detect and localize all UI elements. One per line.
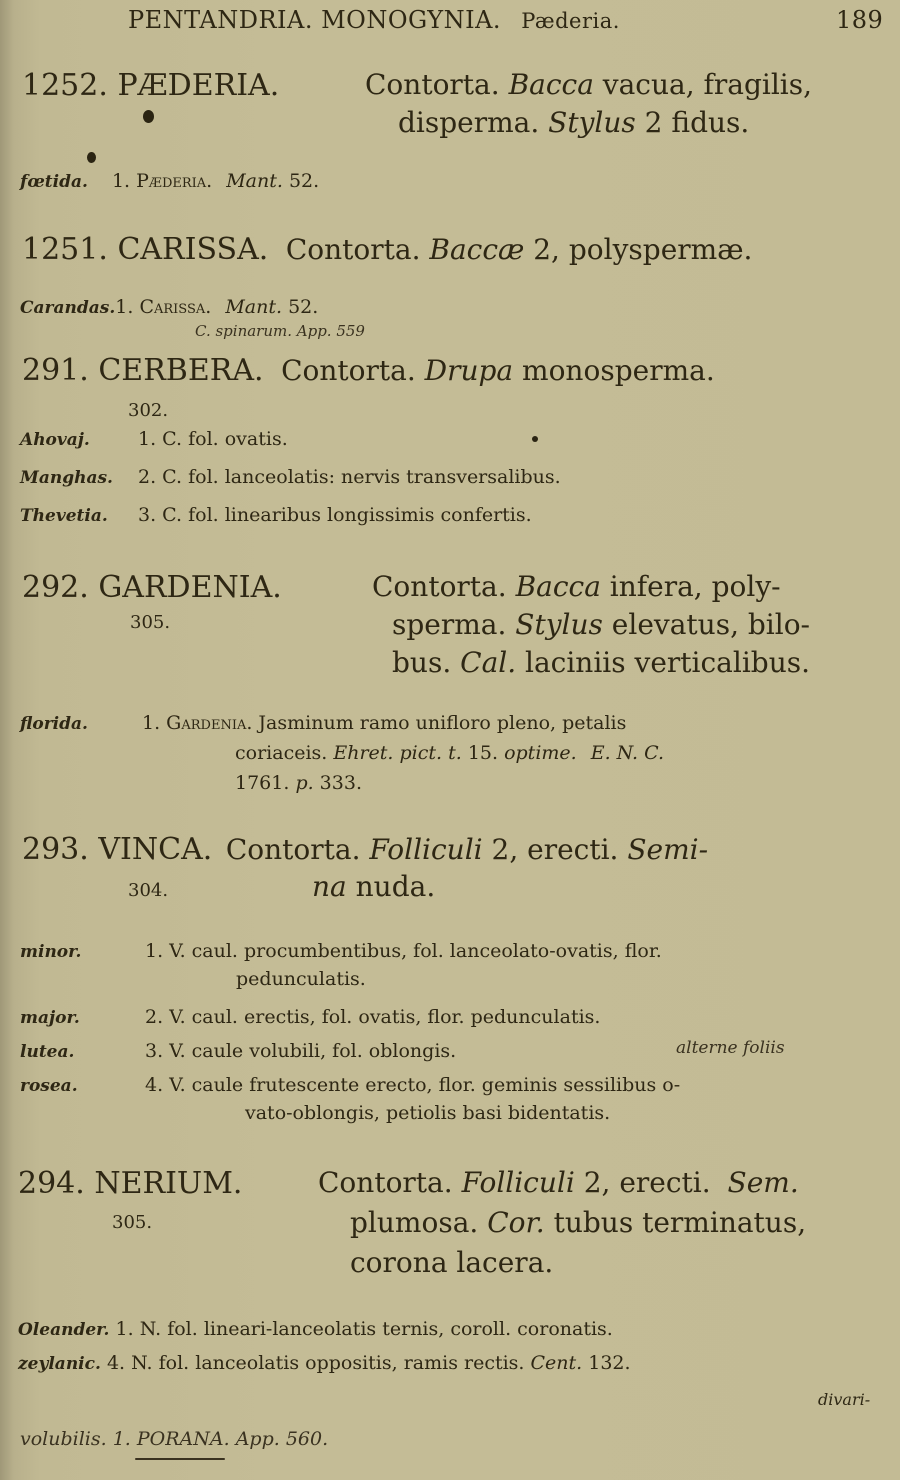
genus-description: Contorta. Folliculi 2, erecti. Sem.	[318, 1166, 799, 1199]
genus-number: 292.	[22, 570, 89, 605]
ink-spot	[87, 152, 96, 163]
genus-description-cont: plumosa. Cor. tubus terminatus,	[350, 1206, 807, 1239]
species-epithet: zeylanic.	[18, 1354, 101, 1374]
genus-reference: 305.	[112, 1212, 153, 1233]
genus-heading-gardenia	[22, 570, 282, 605]
species-text: 2. V. caul. erectis, fol. ovatis, flor. pedunculatis.	[145, 1006, 601, 1028]
species-epithet: major.	[20, 1008, 80, 1028]
species-epithet: fœtida.	[20, 172, 88, 192]
species-epithet: minor.	[20, 942, 82, 962]
genus-description-cont: sperma. Stylus elevatus, bilo-	[392, 608, 811, 641]
genus-name: VINCA.	[98, 832, 213, 867]
running-header	[128, 6, 620, 34]
genus-heading-vinca: 293. VINCA. Contorta. Folliculi 2, erecti. Semi-	[22, 832, 709, 867]
genus-name: NERIUM.	[94, 1166, 243, 1201]
page-number: 189	[836, 6, 884, 34]
catchword: divari-	[818, 1390, 871, 1409]
species-epithet: lutea.	[20, 1042, 75, 1062]
genus-reference: 305.	[130, 612, 171, 633]
genus-name: CARISSA.	[117, 232, 269, 267]
species-row: Carandas.1. Carissa. Mant. 52.	[20, 296, 319, 318]
genus-heading-carissa: 1251. CARISSA. Contorta. Baccæ 2, polyspermæ.	[22, 232, 753, 267]
handwritten-underline	[135, 1458, 225, 1460]
species-epithet: Ahovaj.	[20, 430, 90, 450]
genus-description-cont: corona lacera.	[350, 1246, 554, 1279]
genus-name: GARDENIA.	[98, 570, 282, 605]
species-text: 3. C. fol. linearibus longissimis confertis.	[138, 504, 532, 526]
genus-description: Contorta. Bacca vacua, fragilis,	[365, 68, 813, 101]
species-row	[20, 1006, 600, 1028]
ink-spot	[143, 110, 154, 123]
species-row-cont: 1761. p. 333.	[235, 772, 362, 794]
handwritten-annotation: C. spinarum. App. 559	[195, 322, 365, 340]
species-row: fœtida. 1. Pæderia. Mant. 52.	[20, 170, 320, 192]
genus-reference: 304.	[128, 880, 169, 901]
species-epithet: Thevetia.	[20, 506, 108, 526]
species-epithet: Oleander.	[18, 1320, 110, 1340]
species-row	[20, 1074, 680, 1096]
genus-name: CERBERA.	[98, 353, 264, 388]
species-text: 2. C. fol. lanceolatis: nervis transversalibus.	[138, 466, 561, 488]
genus-description-cont: na nuda.	[312, 870, 436, 903]
handwritten-annotation: volubilis. 1. PORANA. App. 560.	[20, 1428, 329, 1450]
species-row-cont: pedunculatis.	[236, 968, 366, 990]
genus-number: 1251.	[22, 232, 108, 267]
species-row-cont: coriaceis. Ehret. pict. t. 15. optime. E. N. C.	[235, 742, 665, 764]
species-row: zeylanic. 4. N. fol. lanceolatis oppositis, ramis rectis. Cent. 132.	[18, 1352, 631, 1374]
genus-number: 1252.	[22, 68, 108, 103]
header-title: PENTANDRIA. MONOGYNIA.	[128, 6, 502, 34]
species-row	[20, 1040, 456, 1062]
genus-name: PÆDERIA.	[117, 68, 280, 103]
handwritten-annotation: alterne foliis	[676, 1038, 785, 1058]
species-row	[20, 940, 662, 962]
species-text: 1. V. caul. procumbentibus, fol. lanceolato-ovatis, flor.	[145, 940, 662, 962]
genus-description-cont: bus. Cal. laciniis verticalibus.	[392, 646, 811, 679]
species-epithet: Manghas.	[20, 468, 113, 488]
species-epithet: rosea.	[20, 1076, 78, 1096]
species-row	[18, 1318, 613, 1340]
species-row	[20, 428, 288, 450]
species-row	[20, 466, 561, 488]
species-epithet: florida.	[20, 714, 88, 734]
species-text: 1. N. fol. lineari-lanceolatis ternis, coroll. coronatis.	[115, 1318, 613, 1340]
species-epithet: Carandas.	[20, 298, 116, 318]
genus-number: 291.	[22, 353, 89, 388]
species-text: 4. V. caule frutescente erecto, flor. geminis sessilibus o-	[145, 1074, 681, 1096]
species-text: 3. V. caule volubili, fol. oblongis.	[145, 1040, 457, 1062]
genus-reference: 302.	[128, 400, 169, 421]
genus-number: 294.	[18, 1166, 85, 1201]
species-row: florida. 1. Gardenia. Jasminum ramo unifloro pleno, petalis	[20, 712, 627, 734]
ink-spot	[532, 436, 538, 442]
genus-heading-paederia	[22, 68, 279, 103]
species-row	[20, 504, 532, 526]
header-running-genus: Pæderia.	[521, 9, 620, 33]
species-row-cont: vato-oblongis, petiolis basi bidentatis.	[245, 1102, 611, 1124]
genus-description-cont: disperma. Stylus 2 fidus.	[398, 106, 750, 139]
genus-number: 293.	[22, 832, 89, 867]
genus-heading-nerium	[18, 1166, 242, 1201]
species-text: 1. C. fol. ovatis.	[138, 428, 288, 450]
genus-heading-cerbera: 291. CERBERA. Contorta. Drupa monosperma.	[22, 353, 715, 388]
genus-description: Contorta. Bacca infera, poly-	[372, 570, 781, 603]
